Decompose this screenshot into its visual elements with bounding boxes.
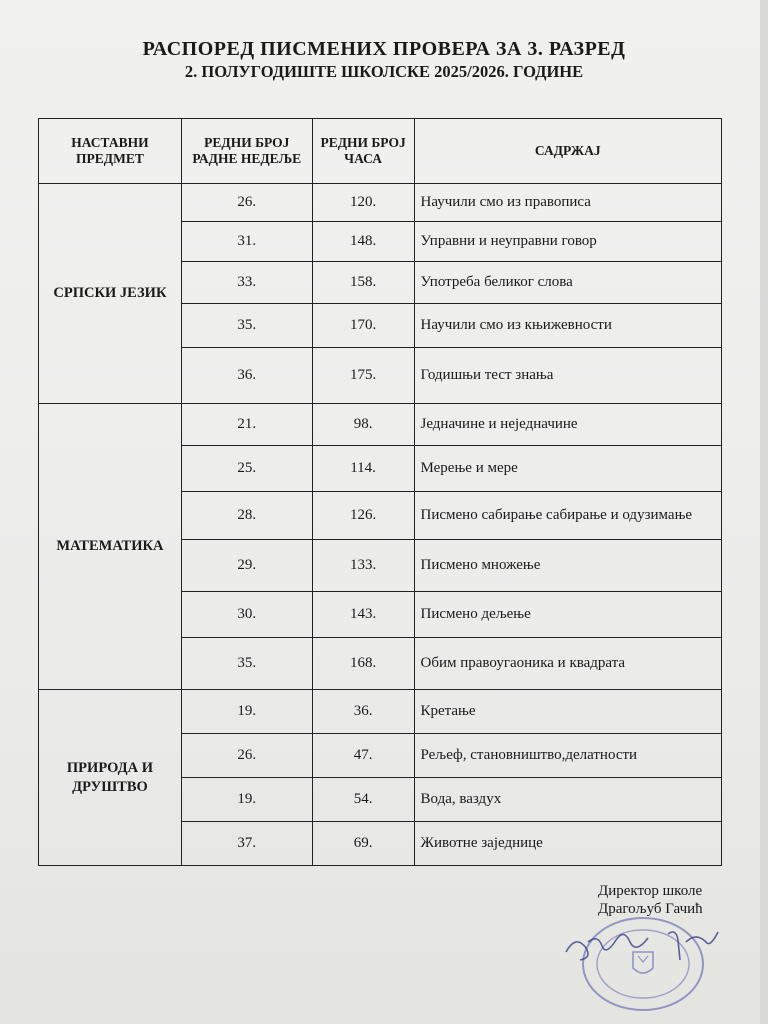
document-title: РАСПОРЕД ПИСМЕНИХ ПРОВЕРА ЗА 3. РАЗРЕД xyxy=(142,38,626,60)
lesson-cell: 120. xyxy=(312,184,414,222)
week-cell: 29. xyxy=(181,540,312,592)
header-week: РЕДНИ БРОЈ РАДНЕ НЕДЕЉЕ xyxy=(181,119,312,184)
content-cell: Писмено сабирање сабирање и одузимање xyxy=(414,492,722,540)
content-cell: Кретање xyxy=(414,690,722,734)
content-cell: Писмено множење xyxy=(414,540,722,592)
table-header-row xyxy=(39,119,722,184)
content-cell: Годишњи тест знања xyxy=(414,348,722,404)
table-row xyxy=(39,690,722,734)
content-cell: Вода, ваздух xyxy=(414,778,722,822)
table-row xyxy=(39,404,722,446)
week-cell: 36. xyxy=(181,348,312,404)
lesson-cell: 175. xyxy=(312,348,414,404)
week-cell: 21. xyxy=(181,404,312,446)
table-row xyxy=(39,184,722,222)
week-cell: 19. xyxy=(181,690,312,734)
lesson-cell: 143. xyxy=(312,592,414,638)
content-cell: Једначине и неједначине xyxy=(414,404,722,446)
director-signature xyxy=(558,912,738,972)
header-lesson: РЕДНИ БРОЈ ЧАСА xyxy=(312,119,414,184)
lesson-cell: 170. xyxy=(312,304,414,348)
subject-cell: СРПСКИ ЈЕЗИК xyxy=(39,184,182,404)
subject-cell: МАТЕМАТИКА xyxy=(39,404,182,690)
lesson-cell: 158. xyxy=(312,262,414,304)
week-cell: 26. xyxy=(181,734,312,778)
lesson-cell: 47. xyxy=(312,734,414,778)
lesson-cell: 114. xyxy=(312,446,414,492)
content-cell: Научили смо из правописа xyxy=(414,184,722,222)
content-cell: Управни и неуправни говор xyxy=(414,222,722,262)
week-cell: 26. xyxy=(181,184,312,222)
week-cell: 25. xyxy=(181,446,312,492)
director-role: Директор школе xyxy=(598,883,703,899)
week-cell: 31. xyxy=(181,222,312,262)
content-cell: Животне заједнице xyxy=(414,822,722,866)
lesson-cell: 126. xyxy=(312,492,414,540)
week-cell: 37. xyxy=(181,822,312,866)
schedule-table xyxy=(38,118,722,866)
lesson-cell: 148. xyxy=(312,222,414,262)
header-content: САДРЖАЈ xyxy=(414,119,722,184)
director-name: Драгољуб Гачић xyxy=(598,901,703,917)
lesson-cell: 98. xyxy=(312,404,414,446)
week-cell: 30. xyxy=(181,592,312,638)
content-cell: Мерење и мере xyxy=(414,446,722,492)
week-cell: 19. xyxy=(181,778,312,822)
week-cell: 28. xyxy=(181,492,312,540)
content-cell: Употреба беликог слова xyxy=(414,262,722,304)
week-cell: 35. xyxy=(181,638,312,690)
lesson-cell: 133. xyxy=(312,540,414,592)
header-subject: НАСТАВНИ ПРЕДМЕТ xyxy=(39,119,182,184)
lesson-cell: 36. xyxy=(312,690,414,734)
lesson-cell: 69. xyxy=(312,822,414,866)
content-cell: Обим правоугаоника и квадрата xyxy=(414,638,722,690)
week-cell: 35. xyxy=(181,304,312,348)
subject-cell: ПРИРОДА И ДРУШТВО xyxy=(39,690,182,866)
lesson-cell: 168. xyxy=(312,638,414,690)
content-cell: Рељеф, становништво,делатности xyxy=(414,734,722,778)
lesson-cell: 54. xyxy=(312,778,414,822)
content-cell: Писмено дељење xyxy=(414,592,722,638)
document-subtitle: 2. ПОЛУГОДИШТЕ ШКОЛСКЕ 2025/2026. ГОДИНЕ xyxy=(184,62,584,81)
week-cell: 33. xyxy=(181,262,312,304)
content-cell: Научили смо из књижевности xyxy=(414,304,722,348)
